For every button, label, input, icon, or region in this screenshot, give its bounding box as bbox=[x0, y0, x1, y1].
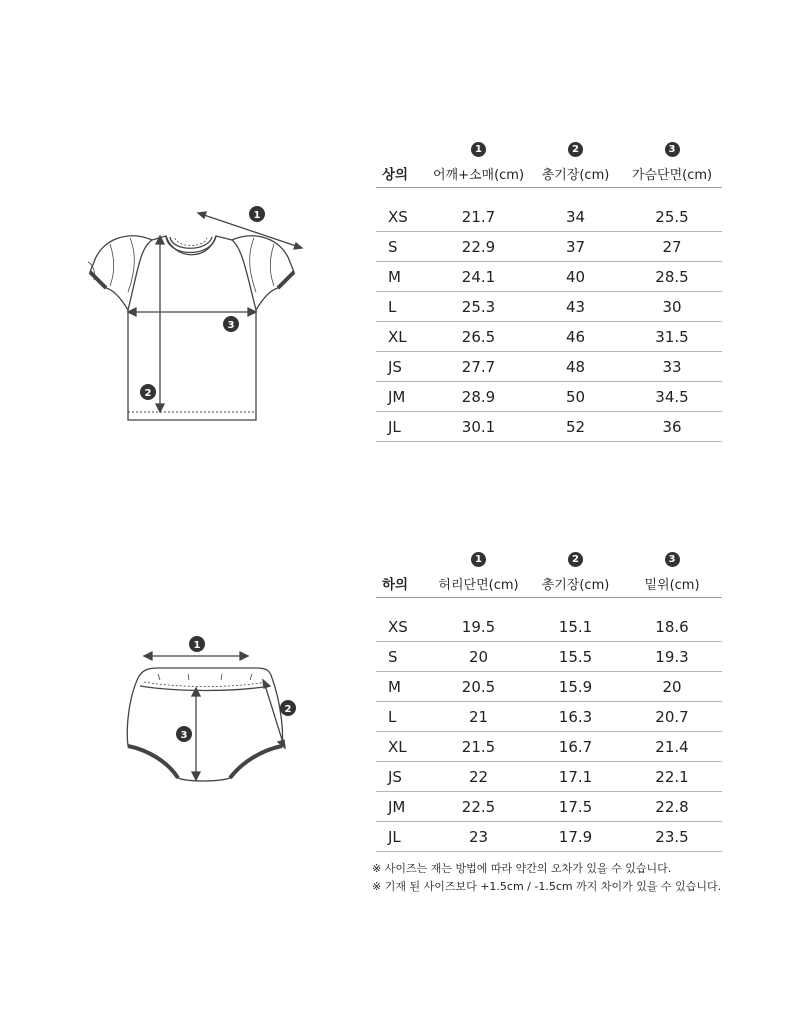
value-cell: 25.5 bbox=[622, 202, 722, 232]
size-cell: JM bbox=[376, 382, 428, 412]
size-cell: M bbox=[376, 672, 428, 702]
bloomers-illustration bbox=[118, 630, 308, 800]
value-cell: 20.5 bbox=[428, 672, 529, 702]
size-cell: S bbox=[376, 232, 428, 262]
table-row bbox=[376, 792, 722, 822]
column-header: 가슴단면(cm) bbox=[622, 159, 722, 188]
value-cell: 46 bbox=[529, 322, 622, 352]
value-cell: 15.5 bbox=[529, 642, 622, 672]
value-cell: 52 bbox=[529, 412, 622, 442]
value-cell: 34 bbox=[529, 202, 622, 232]
size-cell: JL bbox=[376, 412, 428, 442]
value-cell: 40 bbox=[529, 262, 622, 292]
category-label: 상의 bbox=[376, 159, 428, 188]
value-cell: 22.9 bbox=[428, 232, 529, 262]
table-row bbox=[376, 412, 722, 442]
value-cell: 22.8 bbox=[622, 792, 722, 822]
value-cell: 30 bbox=[622, 292, 722, 322]
value-cell: 20 bbox=[428, 642, 529, 672]
value-cell: 33 bbox=[622, 352, 722, 382]
value-cell: 22.1 bbox=[622, 762, 722, 792]
table-row bbox=[376, 232, 722, 262]
table-header-row bbox=[376, 159, 722, 188]
value-cell: 23 bbox=[428, 822, 529, 852]
size-cell: XL bbox=[376, 322, 428, 352]
size-cell: L bbox=[376, 292, 428, 322]
value-cell: 48 bbox=[529, 352, 622, 382]
value-cell: 15.9 bbox=[529, 672, 622, 702]
table-row bbox=[376, 292, 722, 322]
size-cell: JL bbox=[376, 822, 428, 852]
value-cell: 18.6 bbox=[622, 612, 722, 642]
value-cell: 20 bbox=[622, 672, 722, 702]
value-cell: 34.5 bbox=[622, 382, 722, 412]
table-row bbox=[376, 322, 722, 352]
column-header: 밑위(cm) bbox=[622, 569, 722, 598]
size-cell: M bbox=[376, 262, 428, 292]
column-header: 허리단면(cm) bbox=[428, 569, 529, 598]
value-cell: 28.5 bbox=[622, 262, 722, 292]
size-cell: S bbox=[376, 642, 428, 672]
top-size-table bbox=[376, 135, 722, 442]
value-cell: 25.3 bbox=[428, 292, 529, 322]
table-row bbox=[376, 262, 722, 292]
marker-1-badge: 1 bbox=[471, 142, 486, 157]
table-row bbox=[376, 352, 722, 382]
shirt-illustration bbox=[80, 200, 320, 435]
marker-3-badge: 3 bbox=[665, 552, 680, 567]
value-cell: 23.5 bbox=[622, 822, 722, 852]
size-cell: XS bbox=[376, 612, 428, 642]
value-cell: 27.7 bbox=[428, 352, 529, 382]
value-cell: 21.4 bbox=[622, 732, 722, 762]
size-cell: JM bbox=[376, 792, 428, 822]
size-cell: L bbox=[376, 702, 428, 732]
size-cell: XL bbox=[376, 732, 428, 762]
column-header: 총기장(cm) bbox=[529, 159, 622, 188]
marker-2-label: 2 bbox=[284, 704, 292, 715]
table-row bbox=[376, 732, 722, 762]
marker-1-label: 1 bbox=[193, 640, 201, 651]
value-cell: 21 bbox=[428, 702, 529, 732]
value-cell: 22.5 bbox=[428, 792, 529, 822]
value-cell: 17.1 bbox=[529, 762, 622, 792]
column-header: 어깨+소매(cm) bbox=[428, 159, 529, 188]
marker-1-badge: 1 bbox=[471, 552, 486, 567]
value-cell: 24.1 bbox=[428, 262, 529, 292]
value-cell: 17.9 bbox=[529, 822, 622, 852]
value-cell: 36 bbox=[622, 412, 722, 442]
value-cell: 43 bbox=[529, 292, 622, 322]
value-cell: 21.7 bbox=[428, 202, 529, 232]
table-row bbox=[376, 642, 722, 672]
marker-3-badge: 3 bbox=[665, 142, 680, 157]
value-cell: 26.5 bbox=[428, 322, 529, 352]
marker-2-badge: 2 bbox=[568, 142, 583, 157]
table-row bbox=[376, 822, 722, 852]
bottom-size-table bbox=[376, 545, 722, 852]
size-cell: JS bbox=[376, 762, 428, 792]
value-cell: 22 bbox=[428, 762, 529, 792]
size-cell: XS bbox=[376, 202, 428, 232]
size-cell: JS bbox=[376, 352, 428, 382]
size-notes bbox=[372, 860, 721, 896]
marker-3-label: 3 bbox=[227, 320, 235, 331]
value-cell: 17.5 bbox=[529, 792, 622, 822]
value-cell: 16.7 bbox=[529, 732, 622, 762]
value-cell: 21.5 bbox=[428, 732, 529, 762]
table-header-row bbox=[376, 569, 722, 598]
value-cell: 31.5 bbox=[622, 322, 722, 352]
value-cell: 16.3 bbox=[529, 702, 622, 732]
marker-3-label: 3 bbox=[180, 730, 188, 741]
column-header: 총기장(cm) bbox=[529, 569, 622, 598]
table-row bbox=[376, 762, 722, 792]
table-row bbox=[376, 672, 722, 702]
value-cell: 30.1 bbox=[428, 412, 529, 442]
value-cell: 50 bbox=[529, 382, 622, 412]
marker-1-label: 1 bbox=[253, 210, 261, 221]
note-line: ※ 사이즈는 재는 방법에 따라 약간의 오차가 있을 수 있습니다. bbox=[372, 862, 672, 875]
marker-2-label: 2 bbox=[144, 388, 152, 399]
value-cell: 28.9 bbox=[428, 382, 529, 412]
marker-2-badge: 2 bbox=[568, 552, 583, 567]
table-row bbox=[376, 702, 722, 732]
table-row bbox=[376, 382, 722, 412]
value-cell: 19.3 bbox=[622, 642, 722, 672]
value-cell: 37 bbox=[529, 232, 622, 262]
category-label: 하의 bbox=[376, 569, 428, 598]
value-cell: 20.7 bbox=[622, 702, 722, 732]
note-line: ※ 기재 된 사이즈보다 +1.5cm / -1.5cm 까지 차이가 있을 수 있습니다. bbox=[372, 880, 722, 893]
value-cell: 15.1 bbox=[529, 612, 622, 642]
table-row bbox=[376, 612, 722, 642]
table-row bbox=[376, 202, 722, 232]
value-cell: 27 bbox=[622, 232, 722, 262]
value-cell: 19.5 bbox=[428, 612, 529, 642]
